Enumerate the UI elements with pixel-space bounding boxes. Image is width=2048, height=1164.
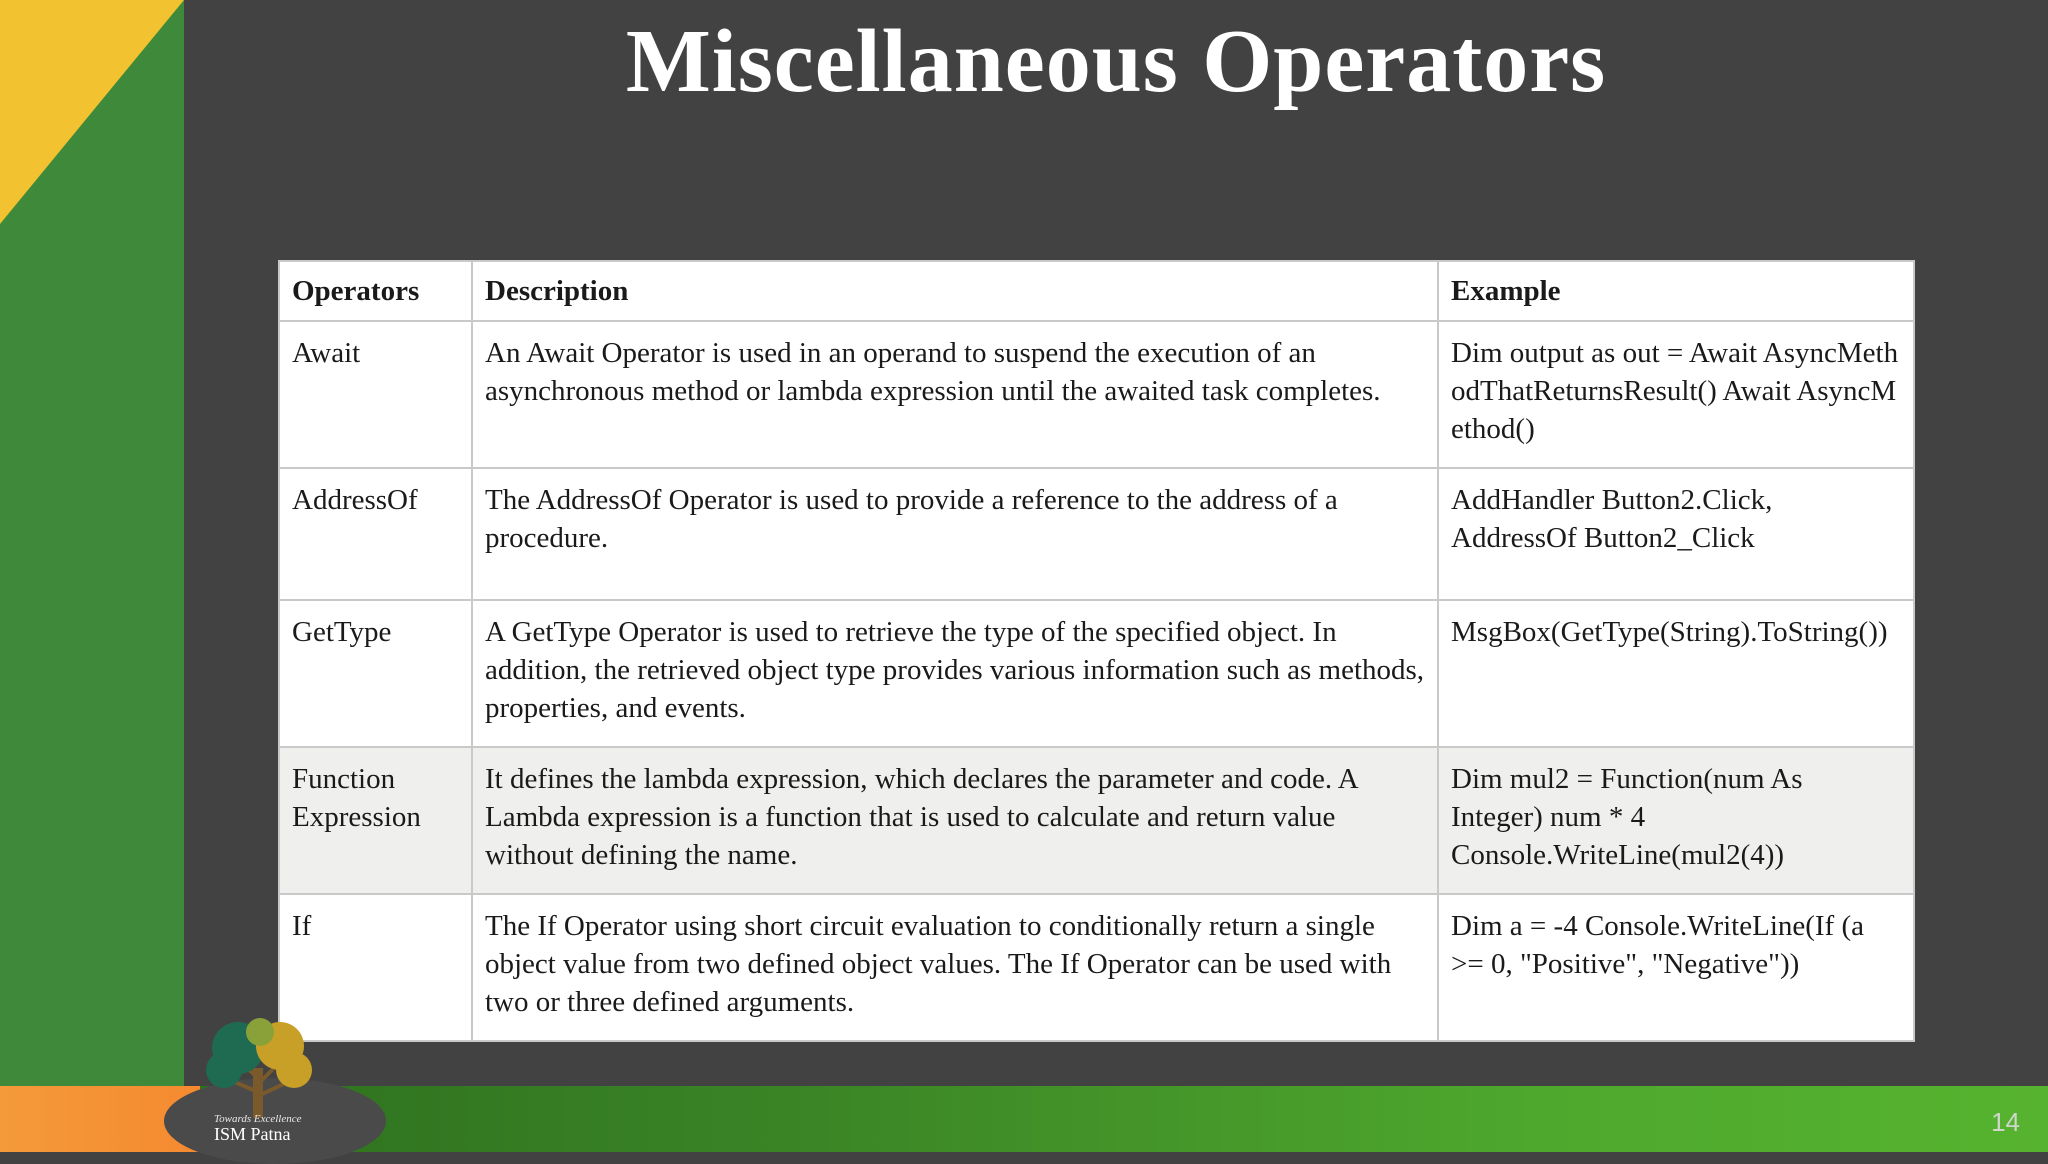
description-cell: The If Operator using short circuit evaluation to conditionally return a single object value from two defined object values. The If Operator can be used with two or three defined arguments. bbox=[472, 894, 1438, 1041]
operators-table bbox=[278, 260, 1915, 1042]
operator-cell: Await bbox=[279, 321, 472, 468]
description-cell: The AddressOf Operator is used to provide a reference to the address of a procedure. bbox=[472, 468, 1438, 600]
logo-tagline: Towards Excellence bbox=[214, 1113, 302, 1125]
table-row bbox=[279, 468, 1914, 600]
description-cell: An Await Operator is used in an operand to suspend the execution of an asynchronous method or lambda expression until the awaited task completes. bbox=[472, 321, 1438, 468]
operator-cell: AddressOf bbox=[279, 468, 472, 600]
table-row bbox=[279, 747, 1914, 894]
table-row bbox=[279, 600, 1914, 747]
header-operators: Operators bbox=[279, 261, 472, 321]
operator-cell: GetType bbox=[279, 600, 472, 747]
table-row bbox=[279, 894, 1914, 1041]
example-cell: AddHandler Button2.Click, AddressOf Button2_Click bbox=[1438, 468, 1914, 600]
example-cell: MsgBox(GetType(String).ToString()) bbox=[1438, 600, 1914, 747]
logo-name: ISM Patna bbox=[214, 1124, 291, 1144]
table-header-row bbox=[279, 261, 1914, 321]
header-example: Example bbox=[1438, 261, 1914, 321]
example-cell: Dim a = -4 Console.WriteLine(If (a >= 0, "Positive", "Negative")) bbox=[1438, 894, 1914, 1041]
operator-cell: If bbox=[279, 894, 472, 1041]
table-row bbox=[279, 321, 1914, 468]
description-cell: It defines the lambda expression, which declares the parameter and code. A Lambda expression is a function that is used to calculate and return value without defining the name. bbox=[472, 747, 1438, 894]
example-cell: Dim output as out = Await AsyncMethodThatReturnsResult() Await AsyncMethod() bbox=[1438, 321, 1914, 468]
header-description: Description bbox=[472, 261, 1438, 321]
page-number: 14 bbox=[1991, 1107, 2020, 1137]
tree-logo-icon bbox=[200, 1018, 318, 1122]
description-cell: A GetType Operator is used to retrieve the type of the specified object. In addition, the retrieved object type provides various information such as methods, properties, and events. bbox=[472, 600, 1438, 747]
example-cell: Dim mul2 = Function(num As Integer) num * 4 Console.WriteLine(mul2(4)) bbox=[1438, 747, 1914, 894]
operator-cell: Function Expression bbox=[279, 747, 472, 894]
slide-title: Miscellaneous Operators bbox=[625, 12, 1607, 111]
